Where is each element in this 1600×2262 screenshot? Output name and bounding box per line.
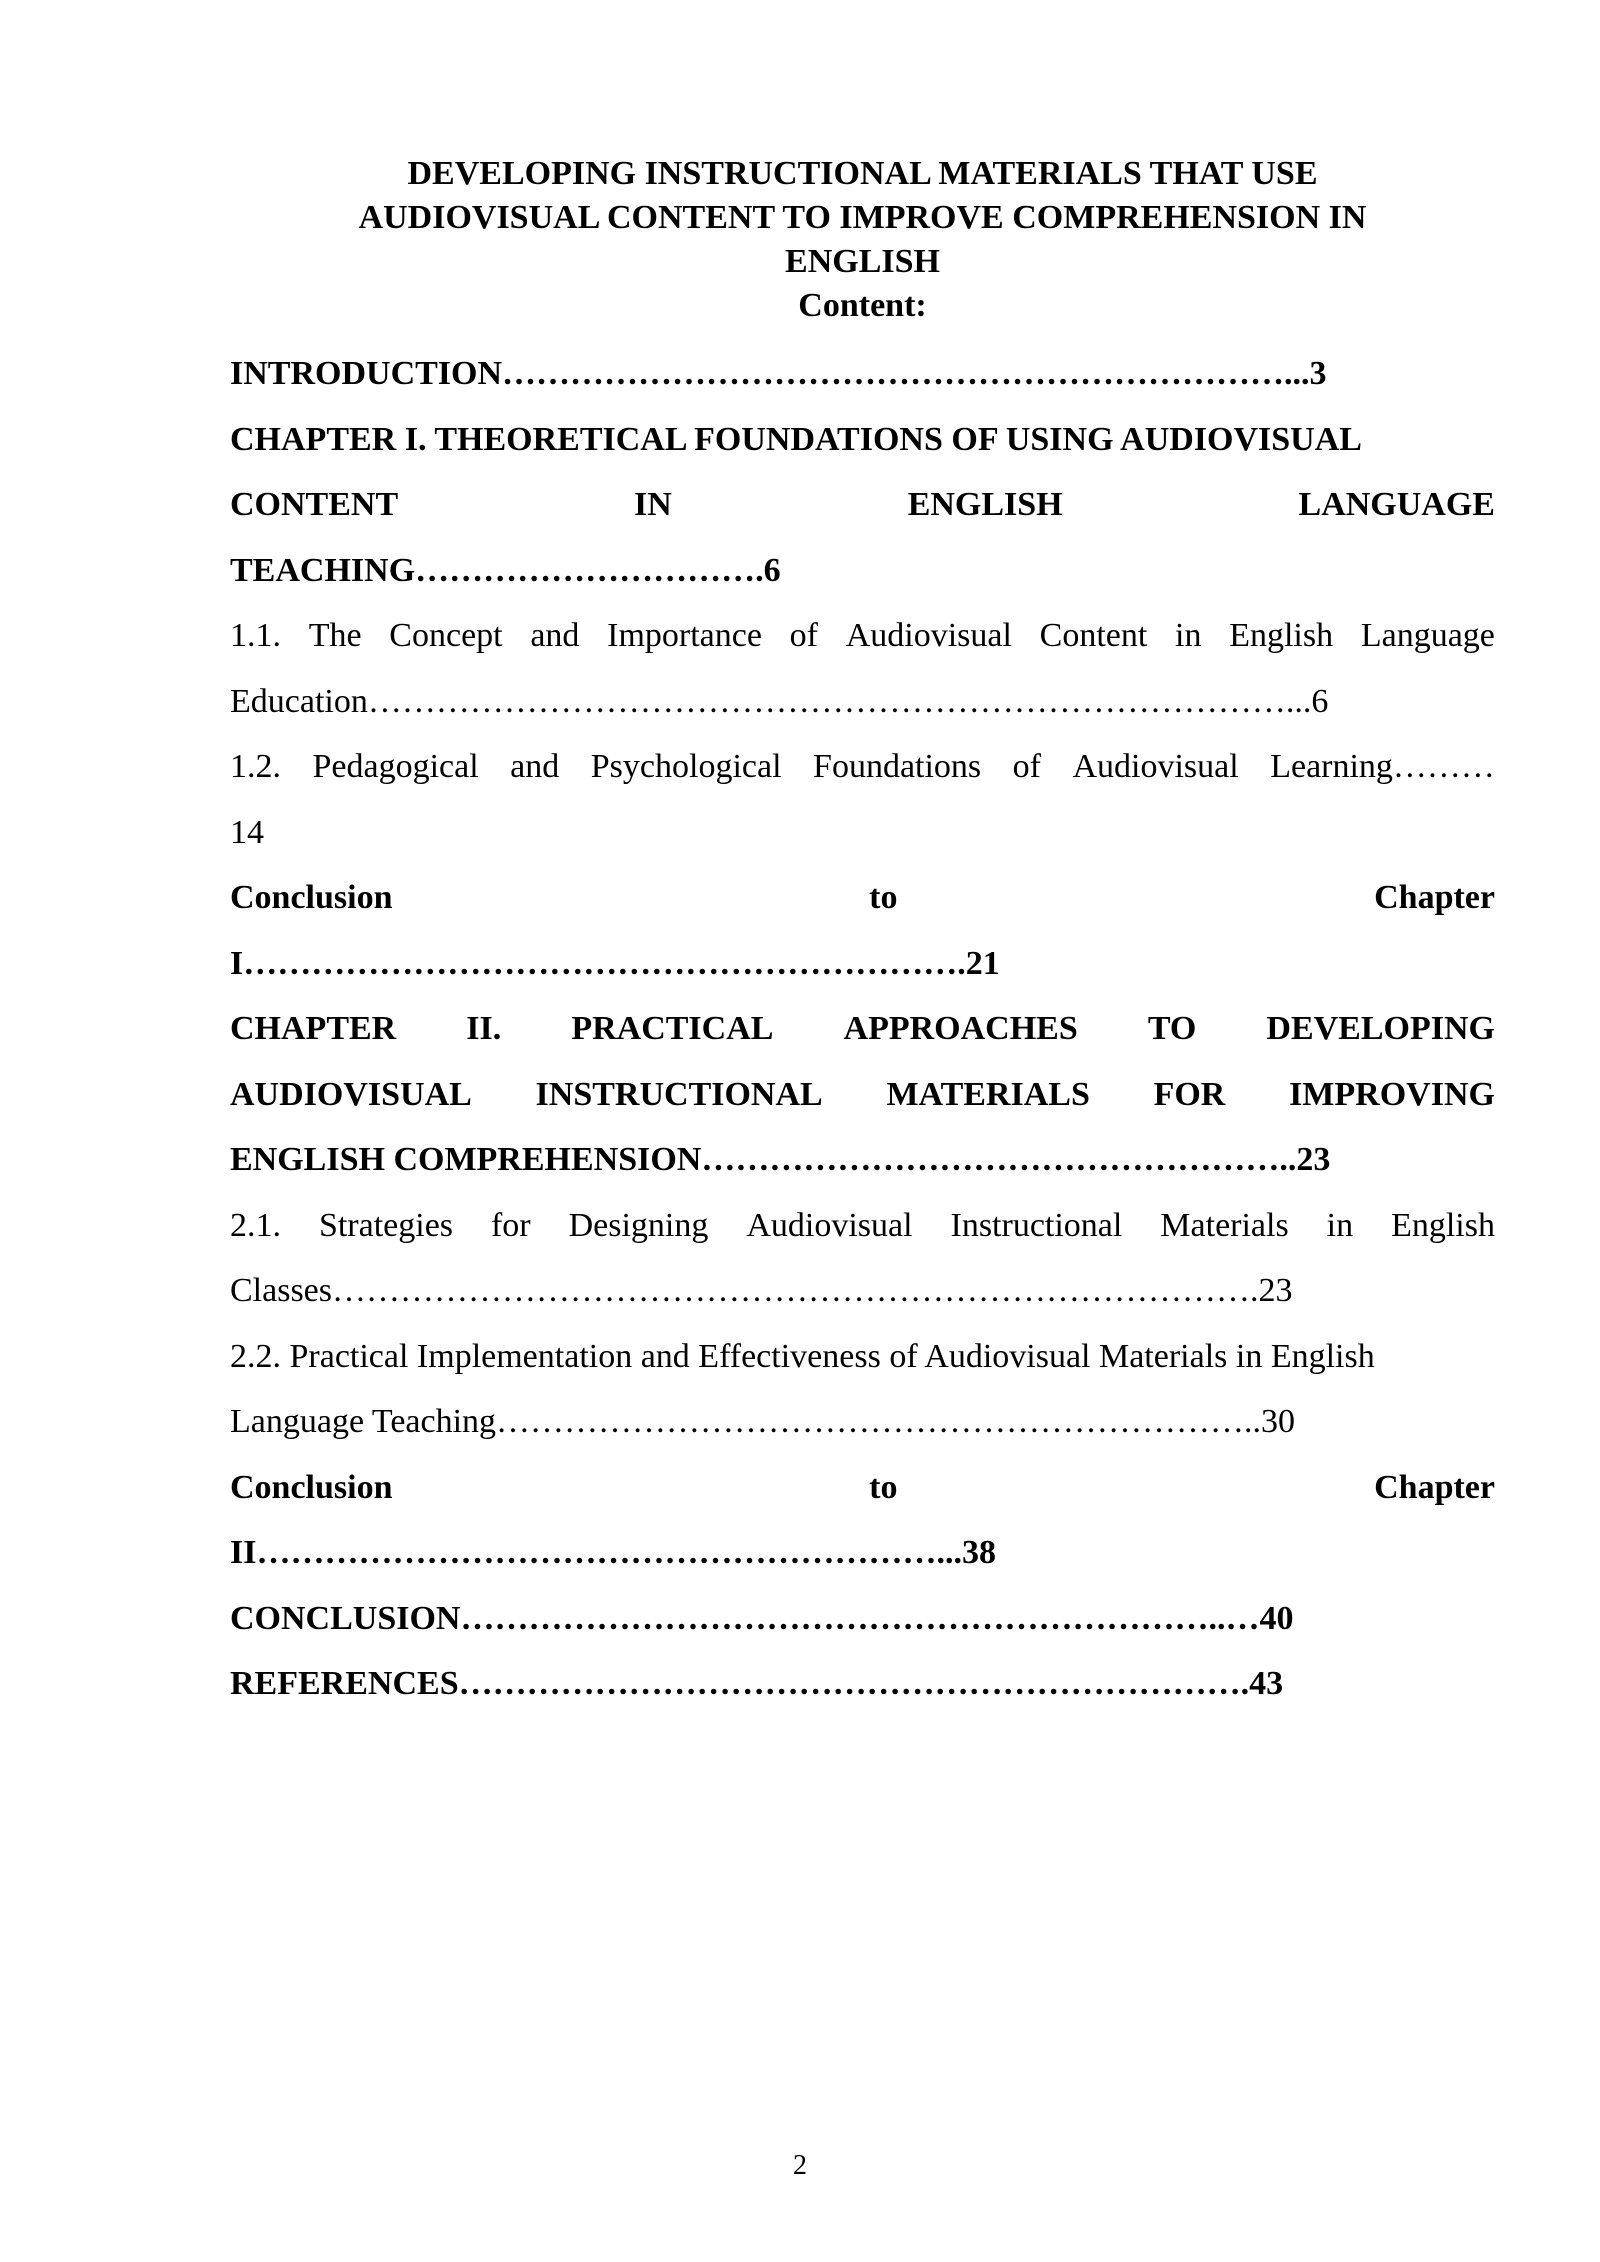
toc-word: Foundations bbox=[813, 748, 982, 785]
toc-section-1-1-line2: Education………………………………………………………………………...6 bbox=[230, 682, 1329, 720]
toc-word: Audiovisual bbox=[1072, 748, 1239, 785]
toc-word: IN bbox=[634, 486, 672, 523]
toc-word: of bbox=[789, 617, 818, 654]
toc-word: of bbox=[1012, 748, 1041, 785]
toc-word: Chapter bbox=[1374, 1468, 1495, 1506]
toc-word: Audiovisual bbox=[746, 1206, 913, 1244]
toc-word: Content bbox=[1039, 617, 1148, 654]
toc-word: DEVELOPING bbox=[1266, 1010, 1495, 1047]
toc-word: 1.2. bbox=[230, 748, 281, 785]
toc-conclusion-ch2-line1 bbox=[230, 1458, 1495, 1524]
toc-chapter2-line3: ENGLISH COMPREHENSION……………………………………………..23 bbox=[230, 1141, 1331, 1178]
toc-word: II. bbox=[466, 1010, 502, 1047]
toc-word: Conclusion bbox=[230, 879, 393, 916]
toc-word: Pedagogical bbox=[312, 748, 479, 785]
toc-word: Strategies bbox=[318, 1206, 454, 1244]
toc-references: REFERENCES…………………………………………………………….43 bbox=[230, 1665, 1284, 1702]
title-line-2: AUDIOVISUAL CONTENT TO IMPROVE COMPREHENSION IN bbox=[358, 199, 1367, 236]
toc-word: for bbox=[490, 1206, 531, 1244]
toc-word: English bbox=[1229, 617, 1334, 654]
toc-chapter1-line2 bbox=[230, 475, 1495, 541]
toc-chapter1-line1: CHAPTER I. THEORETICAL FOUNDATIONS OF USING AUDIOVISUAL bbox=[230, 420, 1362, 458]
toc-word: The bbox=[308, 617, 362, 654]
toc-word: to bbox=[869, 1468, 898, 1506]
toc-word: Instructional bbox=[950, 1206, 1123, 1244]
toc-word: and bbox=[530, 617, 580, 654]
toc-word: and bbox=[510, 748, 560, 785]
toc-word: Psychological bbox=[590, 748, 782, 785]
toc-conclusion-ch1-line1 bbox=[230, 868, 1495, 934]
toc-word: Materials bbox=[1160, 1206, 1289, 1244]
toc-word: Designing bbox=[568, 1206, 709, 1244]
toc-chapter1-line3: TEACHING………………………….6 bbox=[230, 551, 781, 589]
title-line-1: DEVELOPING INSTRUCTIONAL MATERIALS THAT USE bbox=[407, 155, 1318, 192]
contents-heading: Content: bbox=[798, 287, 927, 324]
toc-word: English bbox=[1391, 1206, 1495, 1244]
toc-section-1-2-line1 bbox=[230, 737, 1495, 803]
title-line-3: ENGLISH bbox=[785, 243, 940, 280]
toc-chapter2-line1 bbox=[230, 999, 1495, 1065]
toc-word: IMPROVING bbox=[1289, 1075, 1495, 1113]
toc-section-2-2-line1: 2.2. Practical Implementation and Effectiveness of Audiovisual Materials in English bbox=[230, 1337, 1375, 1375]
toc-word: 1.1. bbox=[230, 617, 281, 654]
toc-section-1-2-line2: 14 bbox=[230, 813, 264, 851]
toc-word: INSTRUCTIONAL bbox=[535, 1075, 823, 1113]
page-number: 2 bbox=[793, 2150, 807, 2181]
toc-word: in bbox=[1175, 617, 1202, 654]
toc-section-2-1-line2: Classes……………………………………………………………………….23 bbox=[230, 1272, 1293, 1309]
toc-word: PRACTICAL bbox=[571, 1010, 774, 1047]
toc-word: LANGUAGE bbox=[1298, 486, 1495, 523]
toc-word: Conclusion bbox=[230, 1468, 393, 1506]
toc-conclusion: CONCLUSION…………………………………………………………..…40 bbox=[230, 1599, 1294, 1637]
toc-conclusion-ch2-line2: II……………………………………………………...38 bbox=[230, 1534, 996, 1571]
toc-word: MATERIALS bbox=[886, 1075, 1090, 1113]
toc-section-2-1-line1 bbox=[230, 1196, 1495, 1262]
toc-word: in bbox=[1326, 1206, 1354, 1244]
toc-word: AUDIOVISUAL bbox=[230, 1075, 472, 1113]
document-title bbox=[230, 152, 1495, 328]
toc-word: CONTENT bbox=[230, 486, 399, 523]
toc-word: TO bbox=[1147, 1010, 1197, 1047]
toc-word: Audiovisual bbox=[845, 617, 1012, 654]
toc-introduction: INTRODUCTION……………………………………………………………...3 bbox=[230, 355, 1327, 392]
toc-word: ENGLISH bbox=[907, 486, 1063, 523]
toc-word: Language bbox=[1360, 617, 1495, 654]
toc-word: CHAPTER bbox=[230, 1010, 397, 1047]
toc-word: Learning……… bbox=[1270, 748, 1495, 785]
toc-word: FOR bbox=[1153, 1075, 1226, 1113]
toc-word: APPROACHES bbox=[843, 1010, 1078, 1047]
table-of-contents bbox=[230, 344, 1495, 1720]
toc-conclusion-ch1-line2: I……………………………………………………….21 bbox=[230, 944, 1000, 982]
toc-word: Concept bbox=[389, 617, 503, 654]
toc-section-1-1-line1 bbox=[230, 606, 1495, 672]
toc-word: to bbox=[869, 879, 898, 916]
toc-section-2-2-line2: Language Teaching…………………………………………………………..30 bbox=[230, 1403, 1296, 1440]
toc-chapter2-line2 bbox=[230, 1065, 1495, 1131]
toc-word: Importance bbox=[607, 617, 762, 654]
toc-word: Chapter bbox=[1374, 879, 1495, 916]
toc-word: 2.1. bbox=[230, 1206, 281, 1244]
